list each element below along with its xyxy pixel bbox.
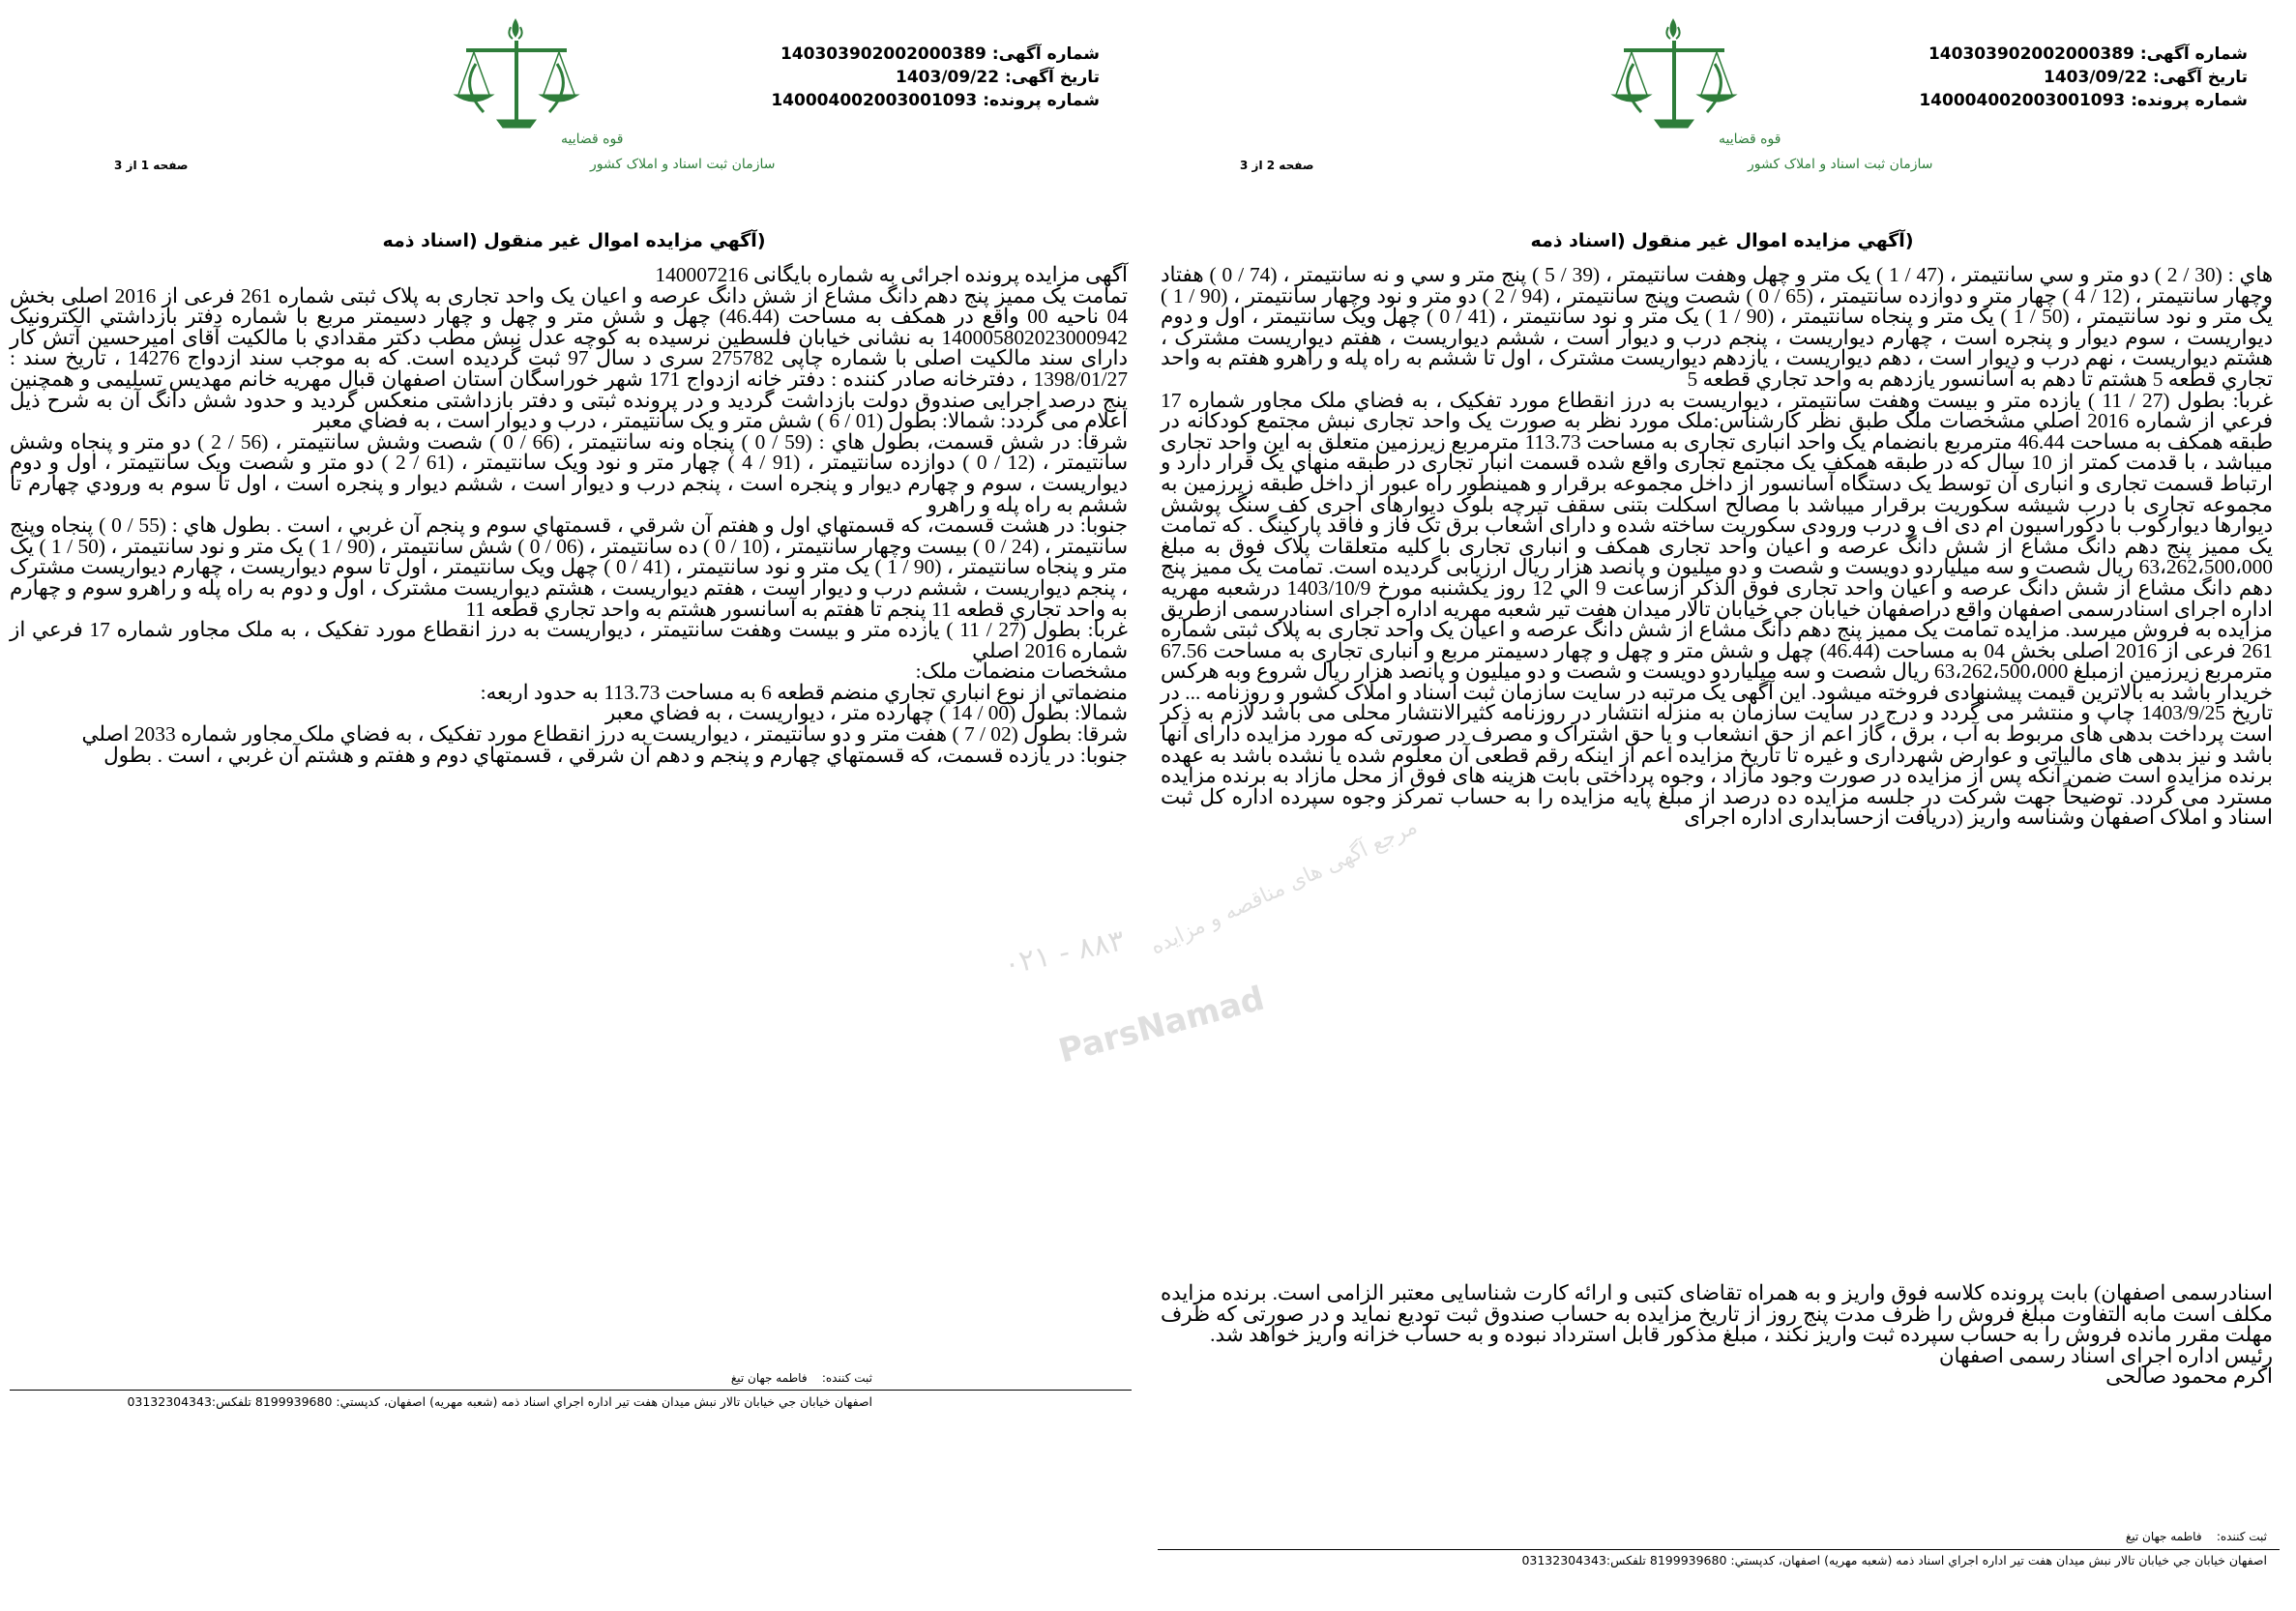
body-paragraph: آگهی مزایده پرونده اجرائی به شماره بایگانی 140007216 (655, 263, 1128, 286)
body-paragraph: شرقا: در شش قسمت، بطول هاي : (59 / 0 ) پنجاه ونه سانتيمتر ، (66 / 0 ) شصت وشش سانتيمتر ، (56 / 2 ) دو متر و پنجاه وشش سانتيمتر ، (12 / 0 ) دوازده سانتيمتر ، (91 / 4 ) چهار متر و نود ويک سانتيمتر ، (61 / 2 ) دو متر و شصت ويک سانتيمتر ، اول و دوم ديواريست ، سوم و چهارم ديوار و پنجره است ، پنجم درب و ديوار است ، ششم ديوار و پنجره است ، اول تا سوم به ورودي چهارم تا ششم به راه پله و راهرو (10, 429, 1129, 516)
ad-date-label: تاریخ آگهی: (2152, 68, 2248, 87)
emblem-top-text: قوه قضاییه (1719, 132, 1781, 147)
ad-date-row (771, 66, 1100, 89)
case-number: 140004002003001093 (1919, 91, 2126, 110)
recorder-label: ثبت کننده: (821, 1371, 872, 1385)
notice-body-continued (1161, 1283, 2273, 1388)
watermark-brand: ParsNamad (1054, 979, 1269, 1071)
body-paragraph: منضماتي از نوع انباري تجاري منضم قطعه 6 به مساحت 113.73 به حدود اربعه: (480, 680, 1128, 704)
ad-date-label: تاریخ آگهی: (1004, 68, 1100, 87)
emblem-bottom-text: سازمان ثبت اسناد و املاک کشور (1748, 157, 1933, 172)
footer-divider (10, 1390, 1132, 1391)
notice-body (10, 265, 1128, 766)
ad-date: 1403/09/22 (895, 68, 1000, 87)
body-paragraph: مشخصات منضمات ملک: (915, 659, 1128, 684)
page-number: صفحه 2 از 3 (1240, 159, 1314, 172)
footer-divider (1158, 1549, 2280, 1550)
notice-meta (771, 43, 1100, 112)
ad-number: 140303902002000389 (780, 44, 986, 64)
ad-number-row (1919, 43, 2248, 66)
body-paragraph: غربا: بطول (27 / 11 ) يازده متر و بيست وهفت سانتيمتر ، ديواريست به درز انقطاع مورد تفکيک ، به ملک مجاور شماره 17 فرعي از شماره 2016 اصلي (10, 618, 1128, 662)
emblem-top-text: قوه قضاییه (561, 132, 624, 147)
ad-number-label: شماره آگهی: (2139, 44, 2248, 64)
case-number-row (1919, 89, 2248, 112)
body-paragraph: غربا: بطول (27 / 11 ) يازده متر و بيست وهفت سانتيمتر ، ديواريست به درز انقطاع مورد تفکيک ، به فضاي ملک مجاور شماره 17 فرعي از شماره 2016 اصلي مشخصات ملک طبق نظر کارشناس:ملک مورد نظر به صورت یک واحد تجاری نبش مجتمع کودکانه در طبقه همکف به مساحت 46.44 مترمربع بانضمام یک واحد انباری تجاری به مساحت 113.73 مترمربع زیرزمین متعلق به این واحد تجاری میباشد ، با قدمت کمتر از 10 سال که در طبقه همکف یک مجتمع تجاری واقع شده قسمت انبار تجاری در طبقه منهاي یک قرار دارد و ارتباط قسمت تجاری و انباری آن توسط یک دستگاه آسانسور از داخل مجموعه برقرار و همینطور راه عبور از داخل طبقه زیرزمین به مجموعه تجاری با درب شیشه سکوریت برقرار میباشد با مصالح اسکلت بتنی سقف تیرچه بلوک دیوارهای آجری کف سنگ پوشش دیوارها دیوارکوب با دکوراسیون ام دی اف و درب ورودی سکوریت ساخته شده و دارای اشعاب برق تک فاز و فاقد پارکینگ . که تمامت یک ممیز پنج دهم دانگ مشاع از شش دانگ عرصه و اعیان واحد تجاری همکف و انباری تجاری با کلیه متعلقات پلاک فوق به مبلغ 63،262،500،000 ريال شصت و سه میلیاردو دویست و شصت و دو میلیون و پانصد هزار ریال ارزیابی گردیده است. تمامت یک ممیز پنج دهم دانگ مشاع از شش دانگ عرصه و اعیان واحد تجاری فوق الذکر ازساعت 9 الي 12 روز یکشنبه مورخ 1403/10/9 درشعبه مهریه اداره اجرای اسنادرسمی اصفهان واقع دراصفهان خیابان جي خیابان تالار میدان هفت تیر شعبه مهریه اداره اجرای اسنادرسمی ازطریق مزایده به فروش میرسد. مزایده تمامت یک ممیز پنج دهم دانگ مشاع از شش دانگ عرصه و اعیان یک واحد تجاری به پلاک ثبتی شماره 261 فرعی از 2016 اصلی بخش 04 به مساحت (46.44) چهل و شش متر و چهل و چهار دسیمتر مربع و انباری تجاری به مساحت 67.56 مترمربع زیرزمین ازمبلغ 63،262،500،000 ریال شصت و سه میلیاردو دویست و شصت و دو میلیون و پانصد هزار ریال شروع وبه هرکس خریدار باشد به بالاترین قیمت پیشنهادی فروخته میشود. این آگهی یک مرتبه در سایت سازمان ثبت اسناد و املاک کشور و روزنامه ... در تاریخ 1403/9/25 چاپ و منتشر می گردد و درج در سایت سازمان به منزله انتشار در روزنامه کثیرالانتشار محلی می باشد لازم به ذکر است پرداخت بدهی های مربوط به آب ، برق ، گاز اعم از حق انشعاب و یا حق اشتراک و مصرف در صورتی که مورد مزایده دارای آنها باشد و نیز بدهی های مالیاتی و عوارض شهرداری و غیره تا تاریخ مزایده اعم از اینکه رقم قطعی آن معلوم شده یا نشده باشد به عهده برنده مزایده است ضمن آنکه پس از مزایده در صورت وجود مازاد ، وجوه پرداختی بابت هزینه های فوق از محل مازاد به برنده مزایده مسترد می گردد. توضیحاً جهت شرکت در جلسه مزایده ده درصد از مبلغ پایه مزایده را به حساب تمرکز وجوه سپرده اداره کل ثبت اسناد و املاک اصفهان وشناسه واریز (دریافت ازحسابداری اداره اجرای (1161, 388, 2274, 830)
notice-title: (آگهي مزايده اموال غير منقول (اسناد ذمه (1530, 230, 1914, 251)
body-paragraph: هاي : (30 / 2 ) دو متر و سي سانتيمتر ، (47 / 1 ) يک متر و چهل وهفت سانتيمتر ، (39 / 5 ) پنج متر و سي و نه سانتيمتر ، (74 / 0 ) هفتاد وچهار سانتيمتر ، (12 / 4 ) چهار متر و دوازده سانتيمتر ، (65 / 0 ) شصت وپنج سانتيمتر ، (94 / 2 ) دو متر و نود وچهار سانتيمتر ، (90 / 1 ) يک متر و نود سانتيمتر ، (50 / 1 ) يک متر و پنجاه سانتيمتر ، (90 / 1 ) يک متر و نود سانتيمتر ، (41 / 0 ) چهل ويک سانتيمتر ، اول و دوم ديواريست ، سوم ديوار و پنجره است ، چهارم ديواريست ، پنجم درب و ديوار است ، ششم ديواريست ، هفتم ديواريست مشترک ، هشتم ديواريست ، نهم درب و ديوار است ، دهم ديواريست ، يازدهم ديواريست مشترک ، اول تا ششم به راه پله و راهرو هفتم به واحد تجاري قطعه 5 هشتم تا دهم به آسانسور يازدهم به واحد تجاري قطعه 5 (1161, 263, 2274, 391)
body-paragraph: شمالا: بطول (00 / 14 ) چهارده متر ، ديواريست ، به فضاي معبر (604, 701, 1128, 725)
signatory-title: رئیس اداره اجرای اسناد رسمی اصفهان (1938, 1343, 2273, 1367)
judiciary-emblem-icon (416, 14, 776, 188)
body-paragraph: جنوبا: در هشت قسمت، که قسمتهاي اول و هفتم آن شرقي ، قسمتهاي سوم و پنجم آن غربي ، است . بطول هاي : (55 / 0 ) پنجاه وپنج سانتيمتر ، (24 / 0 ) بيست وچهار سانتيمتر ، (10 / 0 ) ده سانتيمتر ، (06 / 0 ) شش سانتيمتر ، (90 / 1 ) يک متر و نود سانتيمتر ، (50 / 1 ) يک متر و پنجاه سانتيمتر ، (90 / 1 ) يک متر و نود سانتيمتر ، (41 / 0 ) چهل ويک سانتيمتر ، اول تا سوم ديواريست ، چهارم ديواريست مشترک ، پنجم ديواريست ، ششم درب و ديوار است ، هفتم ديواريست ، هشتم ديواريست مشترک ، اول و دوم به راه پله و راهرو سوم و چهارم به واحد تجاري قطعه 11 پنجم تا هفتم به آسانسور هشتم به واحد تجاري قطعه 11 (10, 513, 1129, 621)
watermark-phone: ۰۲۱ - ۸۸۳ (1000, 923, 1128, 982)
recorder-label: ثبت کننده: (2216, 1530, 2267, 1543)
ad-number: 140303902002000389 (1928, 44, 2134, 64)
body-paragraph: شرقا: بطول (02 / 7 ) هفت متر و دو سانتيمتر ، ديواريست به درز انقطاع مورد تفکيک ، به فضاي ملک مجاور شماره 2033 اصلي (81, 722, 1128, 747)
body-paragraph: تمامت يک ممیز پنج دهم دانگ مشاع از شش دانگ عرصه و اعیان یک واحد تجاری به پلاک ثبتی شماره 261 فرعی از 2016 اصلی بخش 04 ناحیه 00 واقع در همکف به مساحت (46.44) چهل و شش متر و چهل و چهار دسیمتر مربع با شماره دفتر بازداشتي الكترونيک 140005802023000942 به نشانی خیابان فلسطین نرسیده به کوچه عدل نبش مطب دکتر مقدادي با مالکیت آقای امیرحسین آتش کار دارای سند مالکیت اصلی با شماره چاپی 275782 سری د سال 97 ثبت گردیده است. که به موجب سند ازدواج 14276 ، تاریخ سند : 1398/01/27 ، دفترخانه صادر کننده : دفتر خانه ازدواج 171 شهر خوراسگان استان اصفهان قبال مهریه خانم مهدیس تسلیمی و همچنین پنج درصد اجرایی صندوق دولت بازداشت گردید و در پرونده ثبتی و دفتر بازداشتی منعکس گردید و حدود شش دانگ آن به شرح ذیل اعلام می گردد: شمالا: بطول (01 / 6 ) شش متر و یک سانتیمتر ، درب و دیوار است ، به فضاي معبر (10, 283, 1129, 433)
recorder-name: فاطمه جهان تیغ (2125, 1530, 2202, 1543)
case-number: 140004002003001093 (771, 91, 978, 110)
footer-address: اصفهان خیابان جي خیابان تالار نبش میدان هفت تیر اداره اجراي اسناد ذمه (شعبه مهريه) اصفهان، كدپستي: 8199939680 تلفكس:03132304343 (127, 1394, 872, 1409)
footer-address: اصفهان خیابان جي خیابان تالار نبش میدان هفت تیر اداره اجراي اسناد ذمه (شعبه مهريه) اصفهان، كدپستي: 8199939680 تلفكس:03132304343 (1521, 1553, 2267, 1567)
ad-date-row (1919, 66, 2248, 89)
ad-number-row (771, 43, 1100, 66)
case-number-label: شماره پرونده: (2131, 91, 2248, 110)
ad-number-label: شماره آگهی: (991, 44, 1100, 64)
emblem-bottom-text: سازمان ثبت اسناد و املاک کشور (590, 157, 776, 172)
case-number-label: شماره پرونده: (983, 91, 1100, 110)
body-paragraph: جنوبا: در يازده قسمت، که قسمتهاي چهارم و پنجم و دهم آن شرقي ، قسمتهاي دوم و هفتم و هشتم آن غربي ، است . بطول (103, 743, 1128, 767)
recorder (731, 1371, 872, 1385)
notice-body (1161, 265, 2273, 829)
signatory-name: اکرم محمود صالحی (2105, 1364, 2273, 1389)
page-number: صفحه 1 از 3 (114, 159, 189, 172)
case-number-row (771, 89, 1100, 112)
judiciary-emblem-icon (1574, 14, 1933, 188)
watermark-tagline: مرجع آگهی های مناقصه و مزایده (1146, 814, 1422, 960)
body-paragraph: اسنادرسمی اصفهان) بابت پرونده کلاسه فوق واریز و به همراه تقاضای کتبی و ارائه کارت شناسایی معتبر الزامی است. برنده مزایده مکلف است مابه التفاوت مبلغ فروش را ظرف مدت پنج روز از تاریخ مزایده به حساب صندوق ثبت تودیع نماید و در صورتی که ظرف مهلت مقرر مانده فروش را به حساب سپرده ثبت واریز نکند ، مبلغ مذکور قابل استرداد نبوده و به حساب خزانه واریز خواهد شد. (1161, 1281, 2273, 1347)
recorder-name: فاطمه جهان تیغ (730, 1371, 808, 1385)
notice-title: (آگهي مزايده اموال غير منقول (اسناد ذمه (382, 230, 766, 251)
recorder (2126, 1530, 2267, 1543)
ad-date: 1403/09/22 (2043, 68, 2148, 87)
notice-meta (1919, 43, 2248, 112)
